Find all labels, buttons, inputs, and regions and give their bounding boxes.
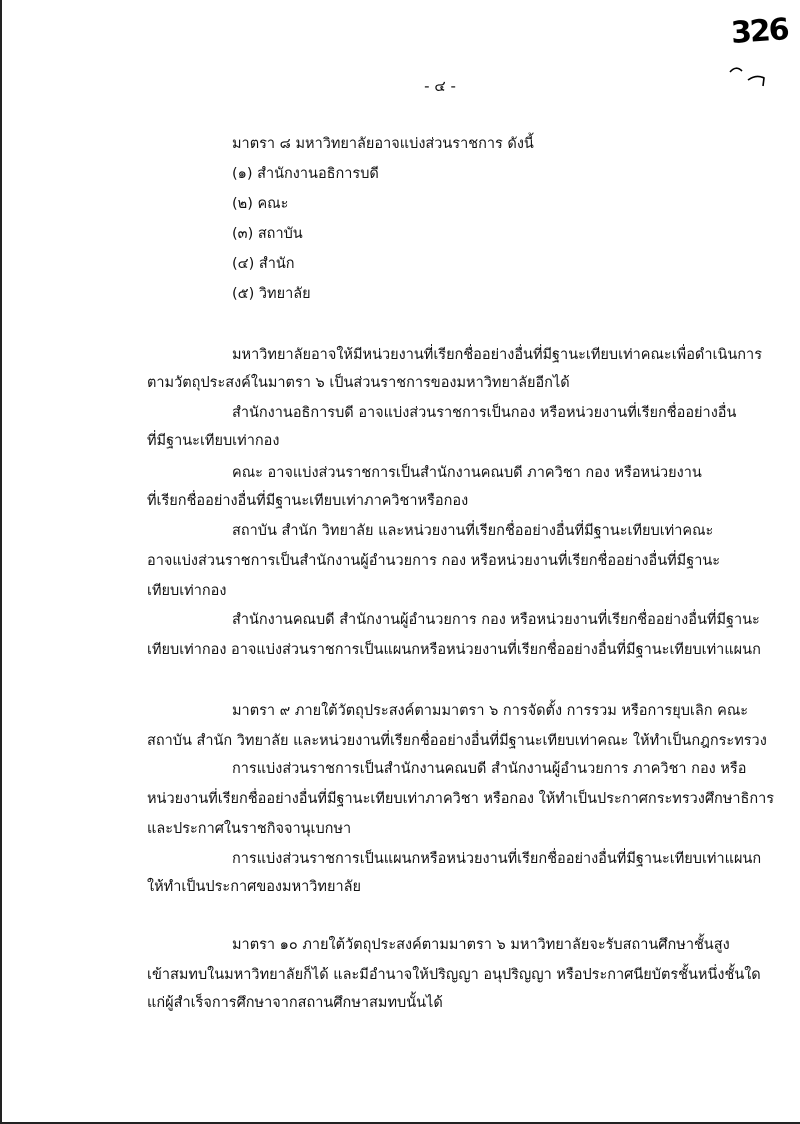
- paragraph-line: ที่มีฐานะเทียบเท่ากอง: [147, 433, 280, 449]
- paragraph-line: เทียบเท่ากอง อาจแบ่งส่วนราชการเป็นแผนกหรือหน่วยงานที่เรียกชื่ออย่างอื่นที่มีฐานะเทียบเท่าแผนก: [147, 642, 761, 658]
- section-9-heading: มาตรา ๙ ภายใต้วัตถุประสงค์ตามมาตรา ๖ การจัดตั้ง การรวม หรือการยุบเลิก คณะ: [232, 703, 749, 719]
- paragraph-line: เทียบเท่ากอง: [147, 583, 227, 599]
- paragraph-line: มหาวิทยาลัยอาจให้มีหน่วยงานที่เรียกชื่ออย่างอื่นที่มีฐานะเทียบเท่าคณะเพื่อดำเนินการ: [232, 347, 762, 363]
- section-8-item: (๑) สำนักงานอธิการบดี: [232, 166, 379, 182]
- paragraph-line: เข้าสมทบในมหาวิทยาลัยก็ได้ และมีอำนาจให้ปริญญา อนุปริญญา หรือประกาศนียบัตรชั้นหนึ่งชั้นใด: [147, 967, 761, 983]
- paragraph-line: และประกาศในราชกิจจานุเบกษา: [147, 821, 352, 837]
- section-8-item: (๔) สำนัก: [232, 256, 295, 272]
- section-8-item: (๓) สถาบัน: [232, 226, 303, 242]
- paragraph-line: สำนักงานอธิการบดี อาจแบ่งส่วนราชการเป็นกอง หรือหน่วยงานที่เรียกชื่ออย่างอื่น: [232, 405, 737, 421]
- paragraph-line: อาจแบ่งส่วนราชการเป็นสำนักงานผู้อำนวยการ กอง หรือหน่วยงานที่เรียกชื่ออย่างอื่นที่มีฐานะ: [147, 553, 721, 569]
- paragraph-line: แก่ผู้สำเร็จการศึกษาจากสถานศึกษาสมทบนั้นได้: [147, 995, 443, 1011]
- paragraph-line: การแบ่งส่วนราชการเป็นแผนกหรือหน่วยงานที่เรียกชื่ออย่างอื่นที่มีฐานะเทียบเท่าแผนก: [232, 851, 762, 867]
- paragraph-line: หน่วยงานที่เรียกชื่ออย่างอื่นที่มีฐานะเทียบเท่าภาควิชา หรือกอง ให้ทำเป็นประกาศกระทรวงศึกษาธิการ: [147, 791, 775, 807]
- section-8-item: (๒) คณะ: [232, 196, 289, 212]
- paragraph-line: ที่เรียกชื่ออย่างอื่นที่มีฐานะเทียบเท่าภาควิชาหรือกอง: [147, 493, 469, 509]
- section-10-heading: มาตรา ๑๐ ภายใต้วัตถุประสงค์ตามมาตรา ๖ มหาวิทยาลัยจะรับสถานศึกษาชั้นสูง: [232, 937, 730, 953]
- paragraph-line: สำนักงานคณบดี สำนักงานผู้อำนวยการ กอง หรือหน่วยงานที่เรียกชื่ออย่างอื่นที่มีฐานะ: [232, 612, 760, 628]
- handwritten-page-stamp: 326: [730, 12, 790, 51]
- page-number: - ๔ -: [424, 77, 456, 95]
- paragraph-line: สถาบัน สำนัก วิทยาลัย และหน่วยงานที่เรียกชื่ออย่างอื่นที่มีฐานะเทียบเท่าคณะ: [232, 523, 714, 539]
- section-8-item: (๕) วิทยาลัย: [232, 286, 311, 302]
- scan-border-left: [0, 0, 2, 1124]
- paragraph-line: สถาบัน สำนัก วิทยาลัย และหน่วยงานที่เรียกชื่ออย่างอื่นที่มีฐานะเทียบเท่าคณะ ให้ทำเป็นกฎกระทรวง: [147, 733, 767, 749]
- paragraph-line: การแบ่งส่วนราชการเป็นสำนักงานคณบดี สำนักงานผู้อำนวยการ ภาควิชา กอง หรือ: [232, 761, 747, 777]
- paragraph-line: คณะ อาจแบ่งส่วนราชการเป็นสำนักงานคณบดี ภาควิชา กอง หรือหน่วยงาน: [232, 465, 702, 481]
- paragraph-line: ให้ทำเป็นประกาศของมหาวิทยาลัย: [147, 879, 361, 895]
- paragraph-line: ตามวัตถุประสงค์ในมาตรา ๖ เป็นส่วนราชการของมหาวิทยาลัยอีกได้: [147, 375, 570, 391]
- section-8-heading: มาตรา ๘ มหาวิทยาลัยอาจแบ่งส่วนราชการ ดังนี้: [232, 136, 534, 152]
